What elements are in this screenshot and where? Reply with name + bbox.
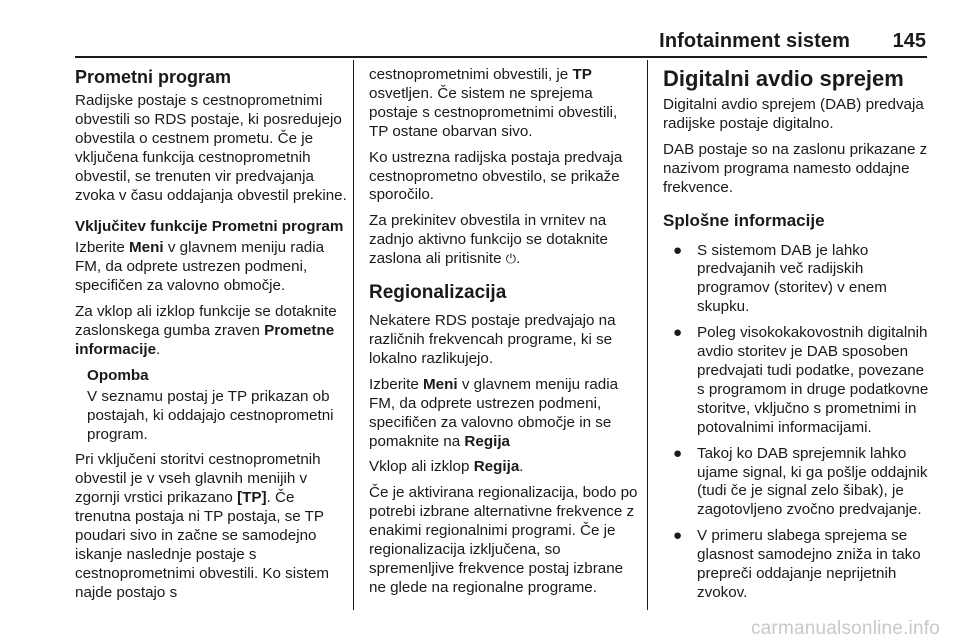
column-1 [75, 66, 347, 610]
column-divider-1 [353, 60, 354, 610]
note-heading: Opomba [87, 366, 149, 384]
tp-term: TP [572, 66, 592, 83]
header-divider [75, 56, 927, 58]
active-traffic-paragraph: Pri vključeni storitvi cestnoprometnih obvestil je v vseh glavnih menijih v zgornji vrstici prikazano [TP]. Če trenutna postaja ni TP postaja, se TP poudari sivo in začne se samodejno iskanje naslednje postaje s cestnoprometnimi obvestili. Ko sistem najde postajo s [75, 451, 330, 601]
region-term: Regija [473, 458, 520, 476]
note-text: V seznamu postaj je TP prikazan ob postajah, ki oddajajo cestnoprometni program. [87, 387, 334, 443]
toggle-traffic-paragraph: Za vklop ali izklop funkcije se dotaknite zaslonskega gumba zraven Prometne informacije. [75, 303, 337, 358]
bullet-icon: ● [673, 324, 683, 342]
column-divider-2 [647, 60, 648, 610]
interrupt-paragraph: Za prekinitev obvestila in vrnitev na zadnjo aktivno funkcijo se dotaknite zaslona ali pritisnite ⏻. [369, 212, 608, 268]
traffic-program-heading: Prometni program [75, 67, 232, 87]
note-box [87, 367, 347, 445]
dab-heading: Digitalni avdio sprejem [663, 66, 904, 91]
bullet-icon: ● [673, 241, 683, 259]
general-info-list [663, 242, 931, 603]
bullet-icon: ● [673, 444, 683, 462]
dab-intro: Digitalni avdio sprejem (DAB) predvaja radijske postaje digitalno. [663, 96, 924, 132]
watermark: carmanualsonline.info [750, 618, 940, 639]
region-select-paragraph: Izberite Meni v glavnem meniju radia FM, da odprete ustrezen podmeni, specifičen za valovno območje in se pomaknite na Regija [369, 375, 619, 450]
regionalization-heading: Regionalizacija [369, 282, 507, 304]
list-item: ● S sistemom DAB je lahko predvajanih več radijskih programov (storitev) v enem skupku. [673, 241, 887, 316]
page-header-title: Infotainment sistem [659, 30, 850, 52]
traffic-intro-paragraph: Radijske postaje s cestnoprometnimi obvestili so RDS postaje, ki posredujejo obvestila o cestnem prometu. Če je vključena funkcija cestnoprometnih obvestil, se trenuten vir predvajanja zvoka v času oddajanja obvestil prekine. [75, 92, 347, 204]
bullet-icon: ● [673, 527, 683, 545]
regionalization-intro: Nekatere RDS postaje predvajajo na različnih frekvencah programe, ki se lokalno razlikujejo. [369, 312, 616, 367]
traffic-info-term: Prometne informacije [75, 321, 335, 358]
tp-continued-paragraph: cestnoprometnimi obvestili, je TP osvetljen. Če sistem ne sprejema postaje s cestnoprometnimi obvestili, TP ostane obarvan sivo. [369, 66, 618, 140]
menu-term: Meni [423, 375, 458, 393]
list-item: ● V primeru slabega sprejema se glasnost samodejno zniža in tako prepreči oddajanje neprijetnih zvokov. [673, 527, 921, 601]
list-item: ● Poleg visokokakovostnih digitalnih avdio storitev je DAB sposoben predvajati tudi podatke, povezane s programom in druge podatkovne storitve, vključno s prometnimi in potovalnimi informacijami. [673, 324, 929, 436]
dab-display-paragraph: DAB postaje so na zaslonu prikazane z nazivom programa namesto oddajne frekvence. [663, 140, 928, 196]
list-item: ● Takoj ko DAB sprejemnik lahko ujame signal, ki ga pošlje oddajnik (tudi če je signal zelo šibak), je zagotovljeno zvočno predvajanje. [673, 444, 928, 519]
select-menu-paragraph: Izberite Meni v glavnem meniju radia FM, da odprete ustrezen podmeni, specifičen za valovno območje. [75, 239, 325, 295]
broadcast-paragraph: Ko ustrezna radijska postaja predvaja cestnoprometno obvestilo, se prikaže sporočilo. [369, 148, 623, 204]
page-number: 145 [892, 30, 926, 52]
menu-term: Meni [129, 239, 164, 257]
region-description: Če je aktivirana regionalizacija, bodo po potrebi izbrane alternativne frekvence z enakimi regionalnimi programi. Če je regionalizacija izključena, so spremenljive frekvence postaj izbrane ne glede na regionalne programe. [369, 484, 638, 596]
tp-indicator-term: [TP] [237, 489, 267, 507]
region-toggle-paragraph: Vklop ali izklop Regija. [369, 458, 524, 476]
general-info-heading: Splošne informacije [663, 210, 825, 230]
power-icon: ⏻ [505, 252, 517, 268]
enable-traffic-heading: Vključitev funkcije Prometni program [75, 218, 344, 236]
region-term: Regija [464, 432, 510, 450]
column-3 [663, 66, 931, 610]
column-2 [369, 66, 639, 605]
